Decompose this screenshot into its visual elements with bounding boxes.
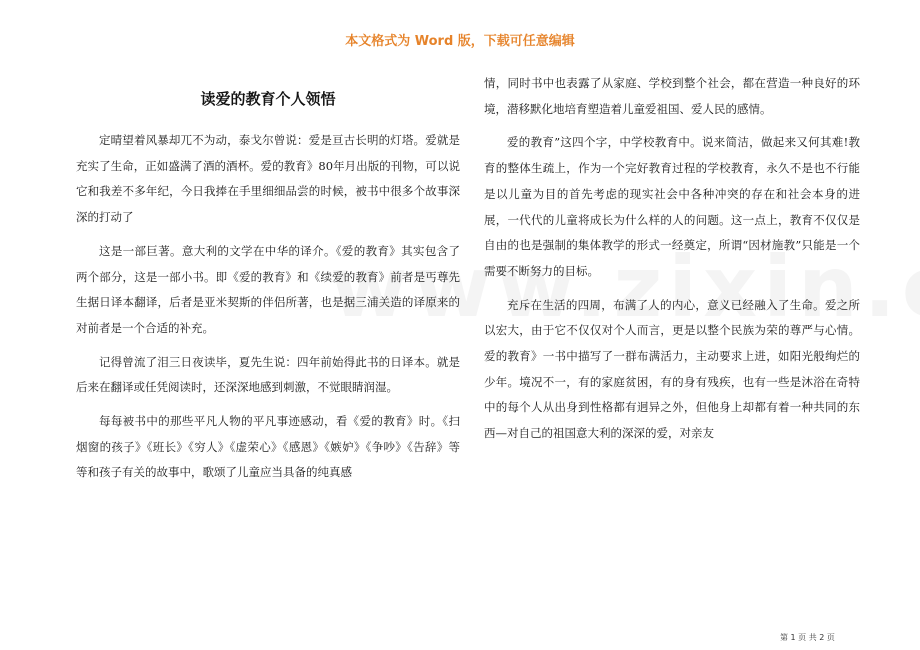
right-column [484,71,860,455]
download-banner: 本文格式为 Word 版，下载可任意编辑 [345,34,575,49]
paragraph: 记得曾流了泪三日夜读毕，夏先生说：四年前始得此书的日译本。就是后来在翻译或任凭阅读时，还深深地感到刺激，不觉眼睛润湿。 [76,354,460,395]
paragraph: 爱的教育”这四个字，中学校教育中。说来简洁，做起来又何其难!教育的整体生疏上，作为一个完好教育过程的学校教育，永久不是也不行能是以儿童为目的首先考虑的现实社会中各种冲突的存在和社会本身的进展，一代代的儿童将成长为什么样的人的问题。这一点上，教育不仅仅是自由的也是强制的集体教学的形式一经奠定，所谓“因材施教”只能是一个需要不断努力的目标。 [484,135,860,278]
left-column [76,128,460,494]
paragraph: 情，同时书中也表露了从家庭、学校到整个社会，都在营造一种良好的环境，潜移默化地培育塑造着儿童爱祖国、爱人民的感情。 [484,76,860,116]
paragraph: 每每被书中的那些平凡人物的平凡事迹感动，看《爱的教育》时。《扫烟窗的孩子》《班长》《穷人》《虚荣心》《感恩》《嫉妒》《争吵》《告辞》等等和孩子有关的故事中，歌颂了儿童应当具备的纯真感 [76,414,460,480]
paragraph: 定晴望着风暴却兀不为动，泰戈尔曾说：爱是亘古长明的灯塔。爱就是充实了生命，正如盛满了酒的酒杯。爱的教育》80年月出版的刊物，可以说它和我差不多年纪，今日我捧在手里细细品尝的时候，被书中很多个故事深深的打动了 [76,133,460,225]
paragraph: 充斥在生活的四周，布满了人的内心，意义已经融入了生命。爱之所以宏大，由于它不仅仅对个人而言，更是以整个民族为荣的尊严与心情。爱的教育》一书中描写了一群布满活力，主动要求上进，如阳光般绚烂的少年。境况不一，有的家庭贫困，有的身有残疾，也有一些是沐浴在奇特中的每个人从出身到性格都有迥异之外，但他身上却都有着一种共同的东西—对自己的祖国意大利的深深的爱，对亲友 [484,297,860,441]
page-number: 第 1 页 共 2 页 [780,633,835,642]
paragraph: 这是一部巨著。意大利的文学在中华的译介。《爱的教育》其实包含了两个部分，这是一部小书。即《爱的教育》和《续爱的教育》前者是丐尊先生据日译本翻译，后者是亚米契斯的伴侣所著，也是据三浦关造的译原来的对前者是一个合适的补充。 [76,243,460,335]
document-title: 读爱的教育个人领悟 [200,90,336,108]
